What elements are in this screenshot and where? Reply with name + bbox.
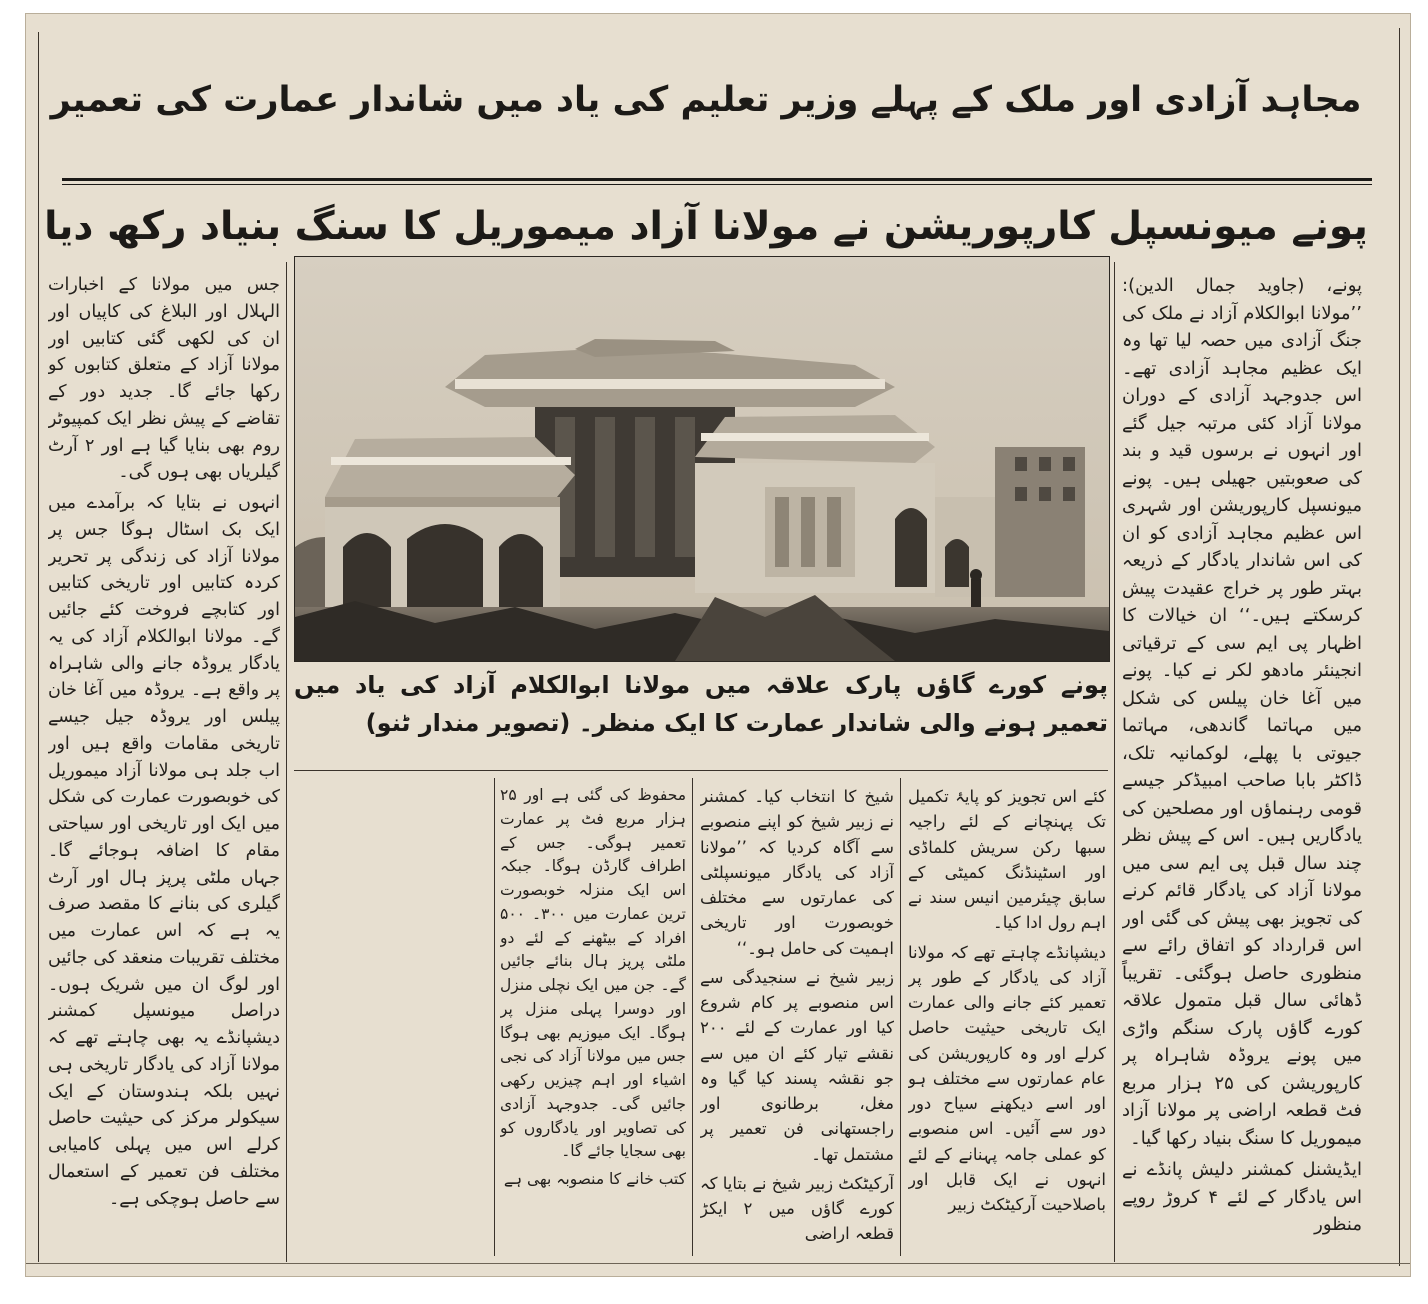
column-rule	[494, 778, 495, 1256]
paragraph: کئے اس تجویز کو پایۂ تکمیل تک پہنچانے کے لئے راجیہ سبھا رکن سریش کلماڈی اور اسٹینڈنگ کمیٹی کے سابق چیئرمین انیس سند نے اہم رول ادا کیا۔	[908, 787, 1106, 933]
article-column-left	[48, 272, 280, 1256]
headline-rule	[62, 178, 1372, 181]
paragraph: دیشپانڈے چاہتے تھے کہ مولانا آزاد کی یادگار کے طور پر تعمیر کئے جانے والی عمارت ایک تاریخی حیثیت حاصل کرلے اور وہ کارپوریشن کی عام عمارتوں سے مختلف ہو اور اسے دیکھنے سیاح دور دور سے آئیں۔ اس منصوبے کو عملی جامہ پہنانے کے لئے انہوں نے ایک قابل اور باصلاحیت آرکیٹکٹ زبیر	[908, 942, 1106, 1214]
column-rule	[900, 778, 901, 1256]
paragraph: پونے، (جاوید جمال الدین): ’’مولانا ابوالکلام آزاد نے ملک کی جنگ آزادی میں حصہ لیا تھا وہ ایک عظیم مجاہد آزادی تھے۔ اس جدوجہد آزادی کے دوران مولانا آزاد کئی مرتبہ جیل گئے اور انہوں نے برسوں قید و بند کی صعوبتیں جھیلی ہیں۔ پونے میونسپل کارپوریشن اور شہری اس عظیم مجاہد آزادی کو ان کی اس شاندار یادگار کے ذریعہ بہتر طور پر خراج عقیدت پیش کرسکتے ہیں۔‘‘ ان خیالات کا اظہار پی ایم سی کے ترقیاتی انجینئر مادھو لکر نے کیا۔ پونے میں آغا خان پیلس کی شکل میں مہاتما گاندھی، مہاتما جیوتی با پھلے، لوکمانیہ تلک، ڈاکٹر بابا صاحب امبیڈکر جیسے قومی رہنماؤں اور مصلحین کی یادگاریں ہیں۔ اس کے پیش نظر چند سال قبل پی ایم سی میں مولانا آزاد کی یادگار قائم کرنے کی تجویز بھی پیش کی گئی اور اس قرارداد کو اتفاق رائے سے منظوری حاصل ہوگئی۔ تقریباً ڈھائی سال قبل متمول علاقہ کورے گاؤں پارک سنگم واڑی میں پونے یروڈہ شاہراہ پر کارپوریشن کی ۲۵ ہزار مربع فٹ قطعہ اراضی پر مولانا آزاد میموریل کا سنگ بنیاد رکھا گیا۔	[1122, 275, 1362, 1149]
bottom-border-rule	[26, 1263, 1410, 1264]
subheadline: پونے میونسپل کارپوریشن نے مولانا آزاد میموریل کا سنگ بنیاد رکھ دیا	[44, 203, 1368, 249]
column-rule	[692, 778, 693, 1256]
paragraph: ایڈیشنل کمشنر دلیش پانڈے نے اس یادگار کے لئے ۴ کروڑ روپے منظور	[1122, 1159, 1362, 1235]
article-column-4	[500, 784, 686, 1256]
column-rule	[1114, 262, 1115, 1262]
article-column-right	[1122, 272, 1362, 1256]
article-column-3	[700, 784, 894, 1256]
paragraph: شیخ کا انتخاب کیا۔ کمشنر نے زبیر شیخ کو اپنے منصوبے سے آگاہ کردیا کہ ’’مولانا آزاد کی یادگار میونسپلٹی کی عمارتوں سے مختلف خوبصورت اور تاریخی اہمیت کی حامل ہو۔‘‘	[700, 787, 894, 958]
paragraph: کتب خانے کا منصوبہ بھی ہے	[503, 1170, 686, 1188]
headline: مجاہد آزادی اور ملک کے پہلے وزیر تعلیم کی یاد میں شاندار عمارت کی تعمیر	[50, 80, 1362, 120]
paragraph: محفوظ کی گئی ہے اور ۲۵ ہزار مربع فٹ پر عمارت تعمیر ہوگی۔ جس کے اطراف گارڈن ہوگا۔ جبکہ اس ایک منزلہ خوبصورت ترین عمارت میں ۳۰۰۔ ۵۰۰ افراد کے بیٹھنے کے لئے دو ملٹی پرپز ہال بنائے جائیں گے۔ جن میں ایک نچلی منزل اور دوسرا پہلی منزل پر ہوگا۔ ایک میوزیم بھی ہوگا جس میں مولانا آزاد کی نجی اشیاء اور اہم چیزیں رکھی جائیں گی۔ جدوجہد آزادی کی تصاویر اور یادگاروں کو بھی سجایا جائے گا۔	[500, 786, 686, 1161]
paragraph: جس میں مولانا کے اخبارات الہلال اور البلاغ کی کاپیاں اور ان کی لکھی گئی کتابیں اور مولانا آزاد کے متعلق کتابوں کو رکھا جائے گا۔ جدید دور کے تقاضے کے پیش نظر ایک کمپیوٹر روم بھی بنایا گیا ہے اور ۲ آرٹ گیلریاں بھی ہوں گی۔	[48, 275, 280, 483]
paragraph: آرکیٹکٹ زبیر شیخ نے بتایا کہ کورے گاؤں میں ۲ ایکڑ قطعہ اراضی	[700, 1173, 894, 1244]
paragraph: انہوں نے بتایا کہ برآمدے میں ایک بک اسٹال ہوگا جس پر مولانا آزاد کی زندگی پر تحریر کردہ کتابیں اور تاریخی کتابیں اور کتابچے فروخت کئے جائیں گے۔ مولانا ابوالکلام آزاد کی یہ یادگار یروڈہ جانے والی شاہراہ پر واقع ہے۔ یروڈہ میں آغا خان پیلس اور یروڈہ جیل جیسے تاریخی مقامات واقع ہیں اور اب جلد ہی مولانا آزاد میموریل کی خوبصورت عمارت کی شکل میں ایک اور تاریخی اور سیاحتی مقام کا اضافہ ہوجائے گا۔ جہاں ملٹی پرپز ہال اور آرٹ گیلری کی بنانے کا مقصد صرف یہ ہے کہ اس عمارت میں مختلف تقریبات منعقد کی جائیں اور لوگ ان میں شریک ہوں۔ دراصل میونسپل کمشنر دیشپانڈے یہ بھی چاہتے تھے کہ مولانا آزاد کی یادگار تاریخی ہی نہیں بلکہ ہندوستان کے ایک سیکولر مرکز کی حیثیت حاصل کرلے اس میں پہلی کامیابی مختلف فن تعمیر کے استعمال سے حاصل ہوچکی ہے۔	[48, 493, 280, 1209]
headline-rule-thin	[62, 184, 1372, 185]
paragraph: زبیر شیخ نے سنجیدگی سے اس منصوبے پر کام شروع کیا اور عمارت کے لئے ۲۰۰ نقشے تیار کئے ان میں سے جو نقشہ پسند کیا گیا وہ مغل، برطانوی اور راجستھانی فن تعمیر پر مشتمل تھا۔	[700, 967, 894, 1164]
caption-rule	[294, 770, 1108, 771]
column-rule	[286, 262, 287, 1262]
building-photo	[294, 256, 1110, 662]
article-column-2	[908, 784, 1106, 1256]
right-border-rule	[1399, 28, 1400, 1266]
photo-caption: پونے کورے گاؤں پارک علاقہ میں مولانا ابوالکلام آزاد کی یاد میں تعمیر ہونے والی شاندار عمارت کا ایک منظر۔ (تصویر مندار ٹنو)	[294, 671, 1108, 737]
